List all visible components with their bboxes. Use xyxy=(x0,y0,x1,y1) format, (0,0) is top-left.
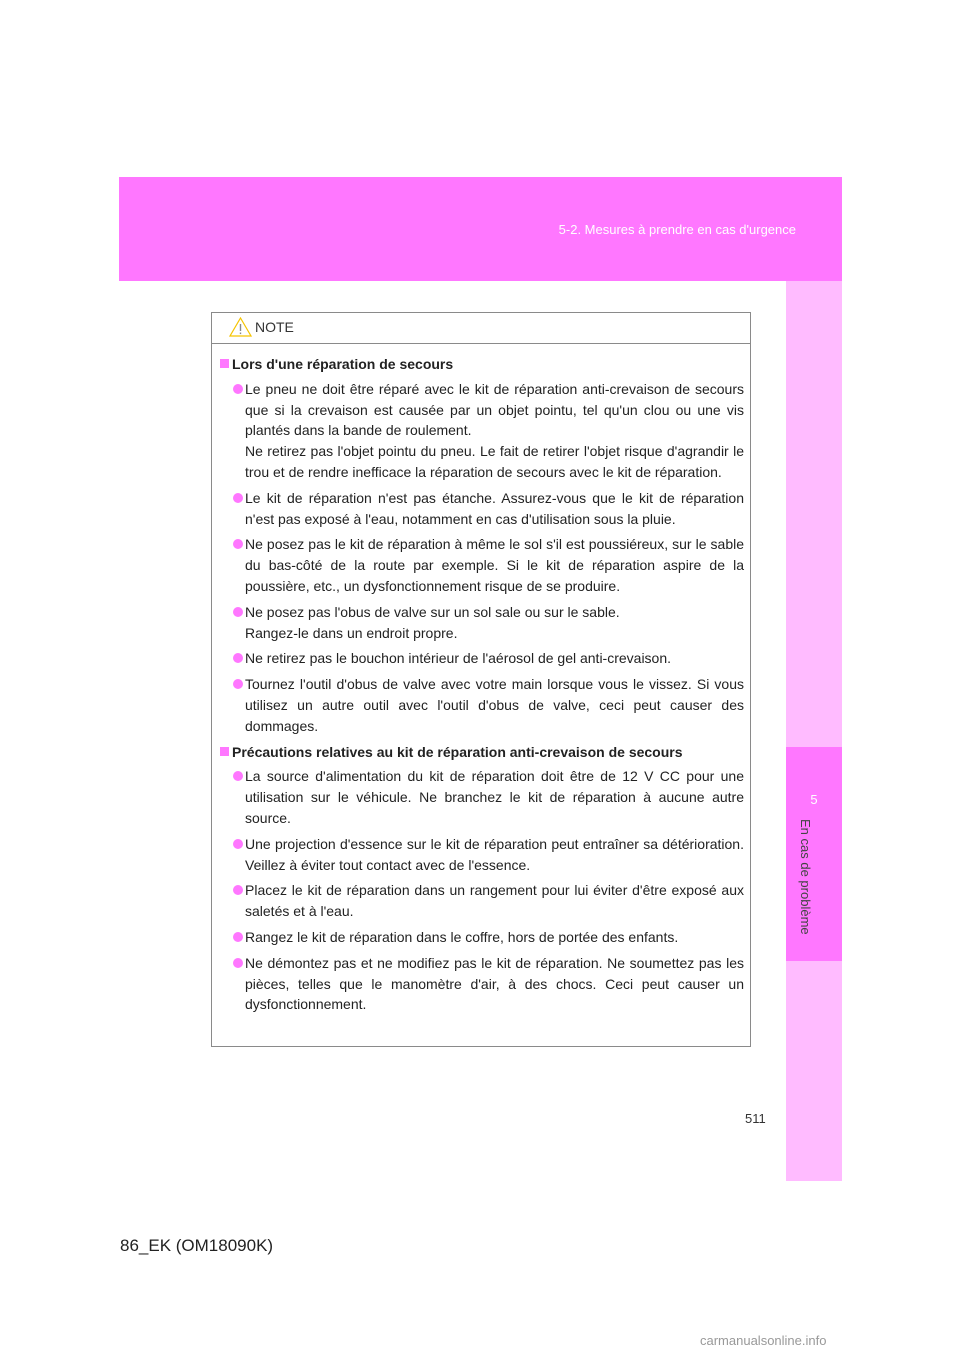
section-title: Précautions relatives au kit de réparation anti-crevaison de secours xyxy=(220,742,744,763)
list-item: La source d'alimentation du kit de réparation doit être de 12 V CC pour une utilisation sur le véhicule. Ne branchez le kit de réparation à aucune autre source. xyxy=(220,766,744,828)
pink-dot-icon xyxy=(233,493,243,503)
side-thumb-index xyxy=(786,281,842,1181)
pink-dot-icon xyxy=(233,885,243,895)
pink-dot-icon xyxy=(233,839,243,849)
list-item: Une projection d'essence sur le kit de réparation peut entraîner sa détérioration. Veillez à éviter tout contact avec de l'essence. xyxy=(220,834,744,876)
pink-square-icon xyxy=(220,747,229,756)
pink-dot-icon xyxy=(233,771,243,781)
list-item: Le kit de réparation n'est pas étanche. Assurez-vous que le kit de réparation n'est pas exposé à l'eau, notamment en cas d'utilisation sous la pluie. xyxy=(220,488,744,530)
pink-dot-icon xyxy=(233,653,243,663)
note-body xyxy=(212,344,750,1015)
list-item: Tournez l'outil d'obus de valve avec votre main lorsque vous le vissez. Si vous utilisez un autre outil avec l'outil d'obus de valve, ceci peut causer des dommages. xyxy=(220,674,744,736)
section-header-title: 5-2. Mesures à prendre en cas d'urgence xyxy=(558,222,796,237)
list-item: Ne posez pas le kit de réparation à même le sol s'il est poussiéreux, sur le sable du bas-côté de la route par exemple. Si le kit de réparation aspire de la poussière, etc., un dysfonctionnement risque de se produire. xyxy=(220,534,744,596)
note-label: NOTE xyxy=(255,319,294,335)
pink-dot-icon xyxy=(233,539,243,549)
list-item: Ne démontez pas et ne modifiez pas le kit de réparation. Ne soumettez pas les pièces, telles que le manomètre d'air, à des chocs. Ceci peut causer un dysfonctionnement. xyxy=(220,953,744,1015)
document-code: 86_EK (OM18090K) xyxy=(120,1236,274,1255)
list-item: Rangez le kit de réparation dans le coffre, hors de portée des enfants. xyxy=(220,927,744,948)
chapter-tab xyxy=(786,747,842,961)
note-header xyxy=(212,313,750,344)
page-number: 511 xyxy=(745,1111,766,1126)
chapter-label: En cas de problème xyxy=(798,819,813,935)
watermark: carmanualsonline.info xyxy=(700,1333,827,1348)
note-box xyxy=(211,312,751,1047)
section-title: Lors d'une réparation de secours xyxy=(220,354,744,375)
list-item: Placez le kit de réparation dans un rangement pour lui éviter d'être exposé aux saletés et à l'eau. xyxy=(220,880,744,922)
pink-dot-icon xyxy=(233,384,243,394)
pink-square-icon xyxy=(220,359,229,368)
pink-dot-icon xyxy=(233,932,243,942)
header-band xyxy=(119,177,842,281)
list-item: Ne posez pas l'obus de valve sur un sol sale ou sur le sable. Rangez-le dans un endroit propre. xyxy=(220,602,744,644)
list-item: Ne retirez pas le bouchon intérieur de l'aérosol de gel anti-crevaison. xyxy=(220,648,744,669)
pink-dot-icon xyxy=(233,679,243,689)
pink-dot-icon xyxy=(233,958,243,968)
list-item: Le pneu ne doit être réparé avec le kit de réparation anti-crevaison de secours que si la crevaison est causée par un objet pointu, tel qu'un clou ou une vis plantés dans la bande de roulement. Ne retirez pas l'objet pointu du pneu. Le fait de retirer l'objet risque d'agrandir le trou et de rendre inefficace la réparation de secours avec le kit de réparation. xyxy=(220,379,744,483)
pink-dot-icon xyxy=(233,607,243,617)
warning-triangle-icon xyxy=(229,317,252,337)
chapter-number: 5 xyxy=(810,792,818,807)
